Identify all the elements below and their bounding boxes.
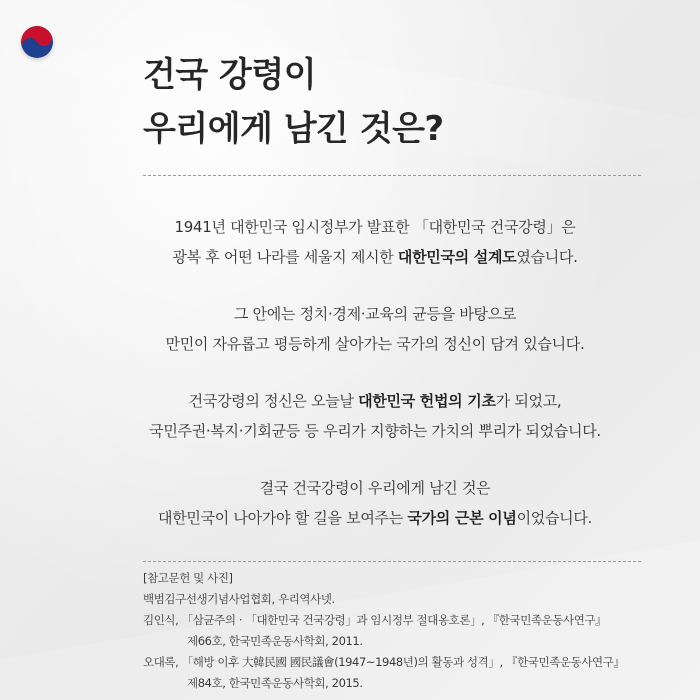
reference-item: 오대록, 「해방 이후 大韓民國 國民議會(1947~1948년)의 활동과 성격」, 『한국민족운동사연구』 (143, 655, 625, 669)
text-segment: 만민이 자유롭고 평등하게 살아가는 국가의 정신이 담겨 있습니다. (165, 335, 585, 353)
text-segment: 이었습니다. (516, 509, 592, 527)
taegeuk-icon (21, 26, 53, 58)
paragraph-line (110, 212, 640, 242)
paragraph-line (110, 386, 640, 416)
paragraph (110, 299, 640, 359)
title-line-1: 건국 강령이 (143, 55, 317, 95)
paragraph-line (110, 503, 640, 533)
bottom-divider (143, 561, 641, 562)
top-divider (143, 175, 641, 176)
text-segment: 대한민국이 나아가야 할 길을 보여주는 (158, 509, 408, 527)
text-segment: 가 되었고, (495, 392, 562, 410)
text-segment: 건국강령의 정신은 오늘날 (188, 392, 359, 410)
reference-item: 제84호, 한국민족운동사학회, 2015. (187, 676, 363, 690)
text-segment: 국민주권·복지·기회균등 등 우리가 지향하는 가치의 뿌리가 되었습니다. (149, 422, 601, 440)
text-segment: 그 안에는 정치·경제·교육의 균등을 바탕으로 (233, 305, 517, 323)
title-line-2: 우리에게 남긴 것은? (143, 109, 444, 149)
reference-item: 제66호, 한국민족운동사학회, 2011. (187, 634, 363, 648)
paragraph (110, 473, 640, 533)
reference-item: 김인식, 「삼균주의 · 「대한민국 건국강령」과 임시정부 절대옹호론」, 『한국민족운동사연구』 (143, 613, 607, 627)
emphasis-text: 대한민국의 설계도 (397, 248, 517, 266)
text-segment: 광복 후 어떤 나라를 세울지 제시한 (172, 248, 398, 266)
paragraph-line (110, 299, 640, 329)
paragraph-line (110, 416, 640, 446)
paragraph (110, 212, 640, 272)
text-segment: 였습니다. (516, 248, 578, 266)
paragraph-line (110, 473, 640, 503)
emphasis-text: 국가의 근본 이념 (407, 509, 517, 527)
body-text (110, 212, 640, 560)
page-title (143, 48, 623, 156)
references-heading: [참고문헌 및 사진] (143, 571, 233, 585)
paragraph-line (110, 242, 640, 272)
reference-list (143, 589, 643, 694)
text-segment: 1941년 대한민국 임시정부가 발표한 「대한민국 건국강령」은 (174, 218, 576, 236)
text-segment: 결국 건국강령이 우리에게 남긴 것은 (259, 479, 491, 497)
paragraph-line (110, 329, 640, 359)
paragraph (110, 386, 640, 446)
reference-item: 백범김구선생기념사업협회, 우리역사넷. (143, 592, 335, 606)
emphasis-text: 대한민국 헌법의 기초 (358, 392, 496, 410)
references (143, 568, 643, 694)
